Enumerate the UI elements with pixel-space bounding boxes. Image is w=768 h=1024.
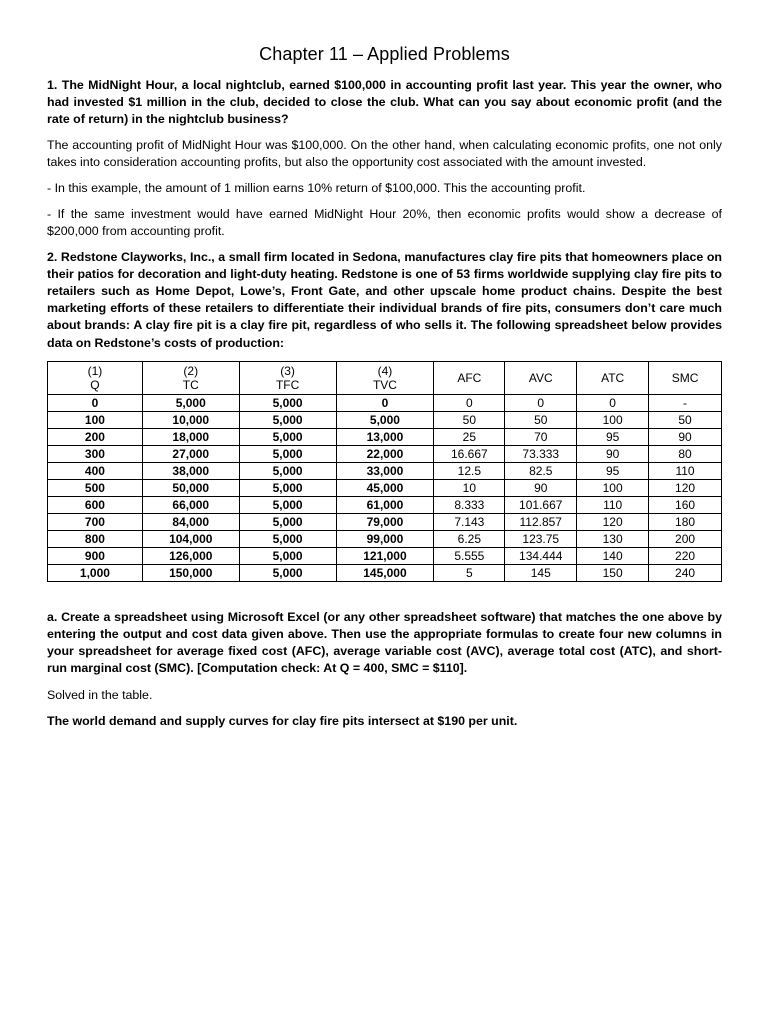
header-q: (1) Q xyxy=(48,361,143,394)
cell-atc: 150 xyxy=(577,564,649,581)
question-1: 1. The MidNight Hour, a local nightclub, earned $100,000 in accounting profit last year. This year the owner, who had invested $1 million in the club, decided to close the club. What can you say about economic profit (and the rate of return) in the nightclub business? xyxy=(47,78,722,127)
table-row xyxy=(48,445,722,462)
table-row xyxy=(48,530,722,547)
cell-tvc: 61,000 xyxy=(336,496,434,513)
cell-q: 400 xyxy=(48,462,143,479)
cell-tc: 27,000 xyxy=(142,445,239,462)
cell-tfc: 5,000 xyxy=(239,530,336,547)
header-tfc: (3) TFC xyxy=(239,361,336,394)
table-row xyxy=(48,462,722,479)
cell-atc: 100 xyxy=(577,411,649,428)
cell-atc: 110 xyxy=(577,496,649,513)
cell-tc: 104,000 xyxy=(142,530,239,547)
cell-afc: 8.333 xyxy=(434,496,505,513)
cell-q: 200 xyxy=(48,428,143,445)
cell-tfc: 5,000 xyxy=(239,479,336,496)
cell-tfc: 5,000 xyxy=(239,462,336,479)
cell-tc: 66,000 xyxy=(142,496,239,513)
table-row xyxy=(48,428,722,445)
cell-atc: 140 xyxy=(577,547,649,564)
cell-tvc: 99,000 xyxy=(336,530,434,547)
cell-tc: 126,000 xyxy=(142,547,239,564)
cell-tfc: 5,000 xyxy=(239,428,336,445)
cell-smc: 80 xyxy=(649,445,722,462)
cell-q: 900 xyxy=(48,547,143,564)
cell-atc: 120 xyxy=(577,513,649,530)
answer-1-paragraph-2: - In this example, the amount of 1 million earns 10% return of $100,000. This the accounting profit. xyxy=(47,181,586,196)
cell-avc: 73.333 xyxy=(505,445,577,462)
header-smc: SMC xyxy=(649,361,722,394)
cell-q: 300 xyxy=(48,445,143,462)
table-row xyxy=(48,513,722,530)
table-row xyxy=(48,547,722,564)
cell-smc: 110 xyxy=(649,462,722,479)
cell-tfc: 5,000 xyxy=(239,547,336,564)
cell-avc: 112.857 xyxy=(505,513,577,530)
cell-afc: 25 xyxy=(434,428,505,445)
question-2: 2. Redstone Clayworks, Inc., a small firm located in Sedona, manufactures clay fire pits that homeowners place on their patios for decoration and light-duty heating. Redstone is one of 53 firms worldwide supplying clay fire pits to retailers such as Home Depot, Lowe’s, Front Gate, and other upscale home product chains. Despite the best marketing efforts of these retailers to differentiate their individual brands of fire pits, consumers don’t care much about brands: A clay fire pit is a clay fire pit, regardless of who sells it. The following spreadsheet below provides data on Redstone’s costs of production: xyxy=(47,249,722,350)
cell-tc: 18,000 xyxy=(142,428,239,445)
cell-smc: 220 xyxy=(649,547,722,564)
question-a: a. Create a spreadsheet using Microsoft Excel (or any other spreadsheet software) that matches the one above by entering the output and cost data given above. Then use the appropriate formulas to create four new columns in your spreadsheet for average fixed cost (AFC), average variable cost (AVC), average total cost (ATC), and short-run marginal cost (SMC). [Computation check: At Q = 400, SMC = $110]. xyxy=(47,609,722,676)
cell-avc: 145 xyxy=(505,564,577,581)
table-row xyxy=(48,496,722,513)
table-row xyxy=(48,479,722,496)
cell-tvc: 0 xyxy=(336,394,434,411)
cell-tvc: 121,000 xyxy=(336,547,434,564)
cell-afc: 6.25 xyxy=(434,530,505,547)
followup-statement: The world demand and supply curves for clay fire pits intersect at $190 per unit. xyxy=(47,713,518,728)
cell-afc: 10 xyxy=(434,479,505,496)
cell-avc: 82.5 xyxy=(505,462,577,479)
cell-avc: 101.667 xyxy=(505,496,577,513)
cell-q: 600 xyxy=(48,496,143,513)
header-avc: AVC xyxy=(505,361,577,394)
cell-tfc: 5,000 xyxy=(239,564,336,581)
cell-q: 100 xyxy=(48,411,143,428)
table-header-row xyxy=(48,361,722,394)
table-row xyxy=(48,564,722,581)
header-afc: AFC xyxy=(434,361,505,394)
cell-smc: - xyxy=(649,394,722,411)
cell-afc: 5.555 xyxy=(434,547,505,564)
cell-afc: 16.667 xyxy=(434,445,505,462)
cell-tfc: 5,000 xyxy=(239,394,336,411)
answer-a: Solved in the table. xyxy=(47,687,153,702)
cell-q: 0 xyxy=(48,394,143,411)
cell-afc: 7.143 xyxy=(434,513,505,530)
answer-1-paragraph-3: - If the same investment would have earned MidNight Hour 20%, then economic profits would show a decrease of $200,000 from accounting profit. xyxy=(47,207,722,239)
cell-avc: 50 xyxy=(505,411,577,428)
cell-tfc: 5,000 xyxy=(239,496,336,513)
cell-tvc: 79,000 xyxy=(336,513,434,530)
header-atc: ATC xyxy=(577,361,649,394)
cell-avc: 134.444 xyxy=(505,547,577,564)
cell-q: 1,000 xyxy=(48,564,143,581)
cell-q: 500 xyxy=(48,479,143,496)
header-tvc: (4) TVC xyxy=(336,361,434,394)
table-row xyxy=(48,394,722,411)
cell-tvc: 145,000 xyxy=(336,564,434,581)
cell-tvc: 22,000 xyxy=(336,445,434,462)
cell-q: 800 xyxy=(48,530,143,547)
cell-tc: 84,000 xyxy=(142,513,239,530)
page-title: Chapter 11 – Applied Problems xyxy=(259,44,510,64)
cell-tc: 50,000 xyxy=(142,479,239,496)
cell-afc: 5 xyxy=(434,564,505,581)
cell-atc: 95 xyxy=(577,462,649,479)
cell-afc: 50 xyxy=(434,411,505,428)
cell-atc: 130 xyxy=(577,530,649,547)
cell-tvc: 13,000 xyxy=(336,428,434,445)
answer-1-paragraph-1: The accounting profit of MidNight Hour was $100,000. On the other hand, when calculating economic profits, one not only takes into consideration accounting profits, but also the opportunity cost associated with the amount invested. xyxy=(47,137,722,169)
cell-smc: 240 xyxy=(649,564,722,581)
cell-atc: 90 xyxy=(577,445,649,462)
table-row xyxy=(48,411,722,428)
cell-tc: 10,000 xyxy=(142,411,239,428)
cell-tvc: 45,000 xyxy=(336,479,434,496)
cell-atc: 0 xyxy=(577,394,649,411)
cell-avc: 123.75 xyxy=(505,530,577,547)
cell-avc: 70 xyxy=(505,428,577,445)
cell-smc: 50 xyxy=(649,411,722,428)
table-body xyxy=(48,394,722,581)
cell-smc: 180 xyxy=(649,513,722,530)
cell-atc: 95 xyxy=(577,428,649,445)
cell-afc: 0 xyxy=(434,394,505,411)
cost-table xyxy=(47,361,722,582)
cell-atc: 100 xyxy=(577,479,649,496)
cell-tc: 38,000 xyxy=(142,462,239,479)
cell-avc: 90 xyxy=(505,479,577,496)
cell-smc: 120 xyxy=(649,479,722,496)
cell-tc: 150,000 xyxy=(142,564,239,581)
cell-smc: 90 xyxy=(649,428,722,445)
cell-tvc: 5,000 xyxy=(336,411,434,428)
cell-afc: 12.5 xyxy=(434,462,505,479)
cell-tc: 5,000 xyxy=(142,394,239,411)
cell-smc: 200 xyxy=(649,530,722,547)
cell-smc: 160 xyxy=(649,496,722,513)
cell-tfc: 5,000 xyxy=(239,445,336,462)
cell-q: 700 xyxy=(48,513,143,530)
cell-tfc: 5,000 xyxy=(239,513,336,530)
cell-avc: 0 xyxy=(505,394,577,411)
header-tc: (2) TC xyxy=(142,361,239,394)
cell-tvc: 33,000 xyxy=(336,462,434,479)
cell-tfc: 5,000 xyxy=(239,411,336,428)
